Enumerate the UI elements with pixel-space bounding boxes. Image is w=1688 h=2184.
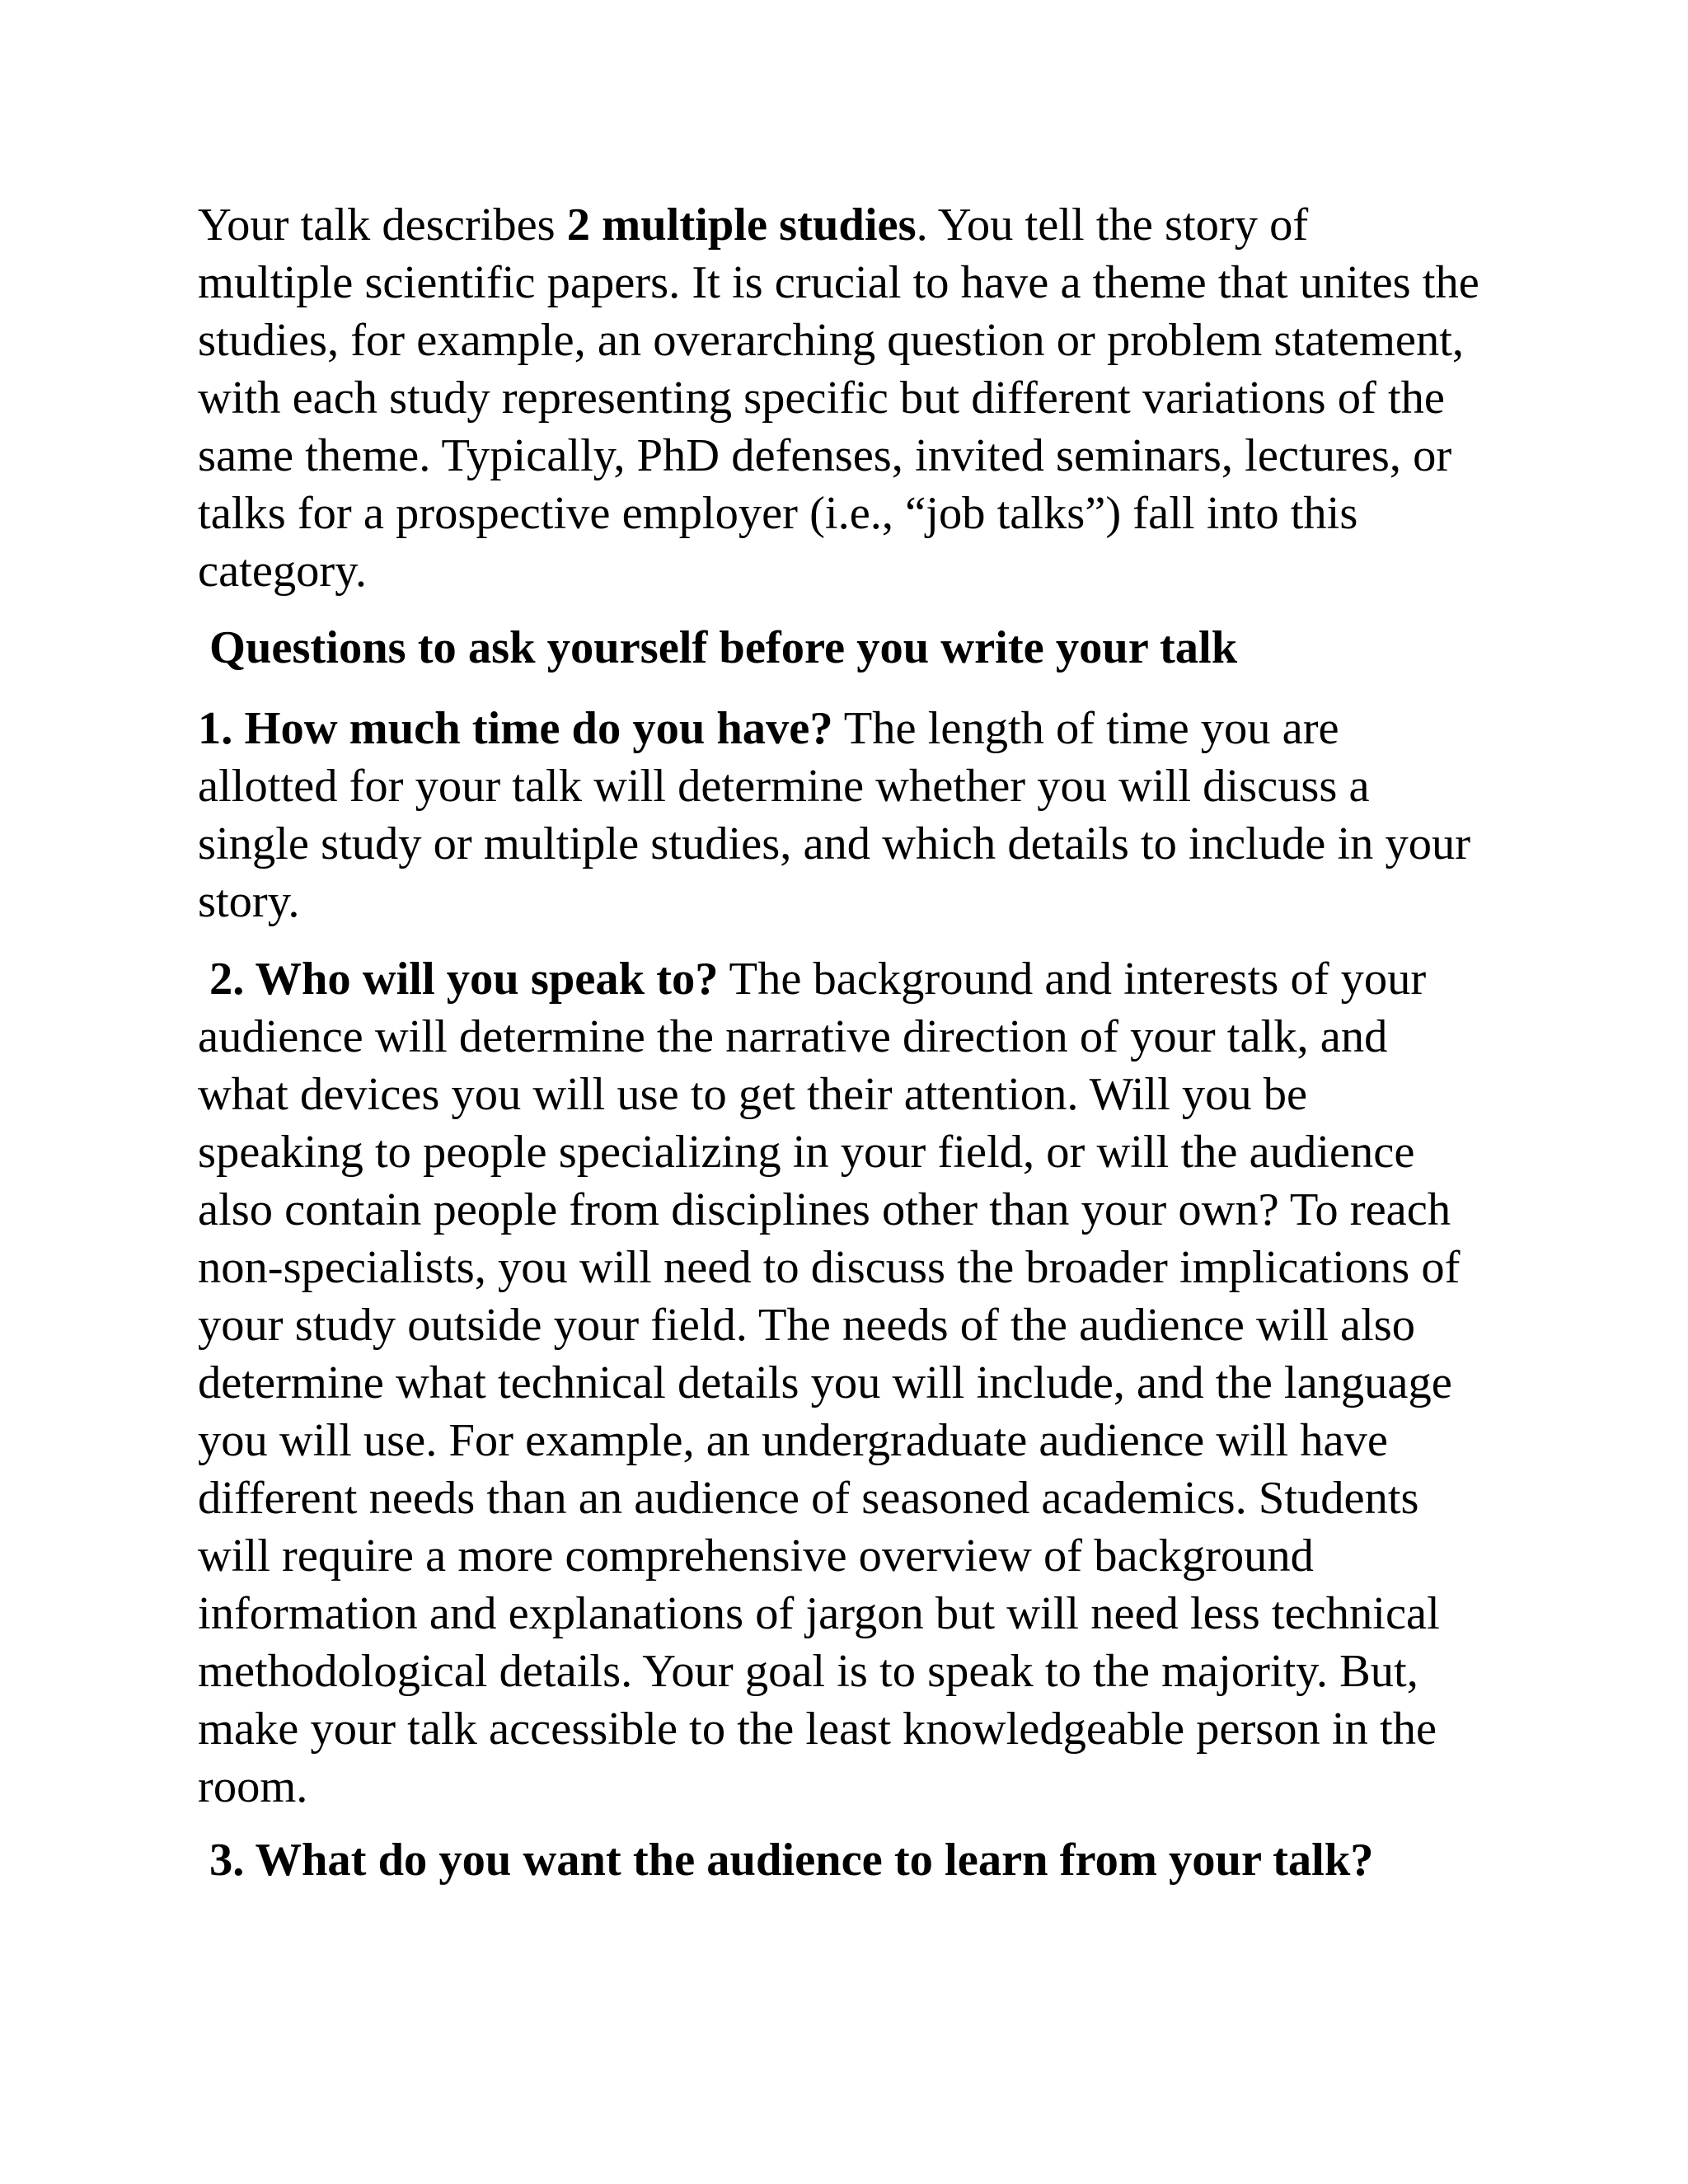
question-2-line-7: your study outside your field. The needs of the audience will also — [198, 1300, 1416, 1351]
intro-line-1-after: . You tell the story of — [916, 199, 1309, 251]
question-2-line-10: different needs than an audience of seasoned academics. Students — [198, 1473, 1419, 1524]
section-heading — [198, 619, 1520, 677]
question-1-line-1 — [198, 700, 1508, 757]
question-1-line-4: story. — [198, 876, 300, 927]
question-1-line-3: single study or multiple studies, and which details to include in your — [198, 818, 1471, 869]
question-2-line-3: what devices you will use to get their attention. Will you be — [198, 1069, 1308, 1120]
question-2-line-15: room. — [198, 1761, 308, 1812]
question-2-line-9: you will use. For example, an undergraduate audience will have — [198, 1415, 1388, 1466]
question-1-paragraph — [198, 700, 1508, 930]
question-2-paragraph — [198, 950, 1508, 1816]
question-2-heading: 2. Who will you speak to? — [209, 954, 719, 1005]
question-2-line-13: methodological details. Your goal is to speak to the majority. But, — [198, 1646, 1418, 1697]
question-2-line-4: speaking to people specializing in your field, or will the audience — [198, 1127, 1415, 1178]
question-3-heading: 3. What do you want the audience to learn from your talk? — [209, 1835, 1374, 1886]
question-1-line-1-rest: The length of time you are — [832, 703, 1339, 754]
intro-line-4: with each study representing specific but different variations of the — [198, 373, 1445, 424]
intro-line-1-before: Your talk describes — [198, 199, 567, 251]
intro-line-1 — [198, 196, 1508, 254]
intro-line-3: studies, for example, an overarching question or problem statement, — [198, 315, 1465, 366]
intro-line-7: category. — [198, 546, 367, 597]
question-2-line-1 — [198, 950, 1508, 1008]
question-2-line-2: audience will determine the narrative direction of your talk, and — [198, 1011, 1388, 1062]
question-1-heading: 1. How much time do you have? — [198, 703, 833, 754]
intro-emphasis: 2 multiple studies — [566, 199, 917, 251]
question-2-line-11: will require a more comprehensive overview of background — [198, 1530, 1314, 1582]
section-heading-text: Questions to ask yourself before you write your talk — [209, 622, 1238, 673]
intro-paragraph — [198, 196, 1508, 600]
question-2-line-12: information and explanations of jargon but will need less technical — [198, 1588, 1440, 1639]
question-2-line-8: determine what technical details you will include, and the language — [198, 1357, 1452, 1408]
question-2-line-6: non-specialists, you will need to discuss the broader implications of — [198, 1242, 1461, 1293]
question-2-line-14: make your talk accessible to the least knowledgeable person in the — [198, 1704, 1437, 1755]
intro-line-6: talks for a prospective employer (i.e., “job talks”) fall into this — [198, 488, 1358, 539]
question-3-paragraph — [198, 1831, 1520, 1889]
question-2-line-1-rest: The background and interests of your — [718, 954, 1427, 1005]
question-1-line-2: allotted for your talk will determine whether you will discuss a — [198, 761, 1370, 812]
intro-line-5: same theme. Typically, PhD defenses, invited seminars, lectures, or — [198, 430, 1452, 481]
question-2-line-5: also contain people from disciplines other than your own? To reach — [198, 1184, 1451, 1235]
intro-line-2: multiple scientific papers. It is crucial to have a theme that unites the — [198, 257, 1479, 308]
